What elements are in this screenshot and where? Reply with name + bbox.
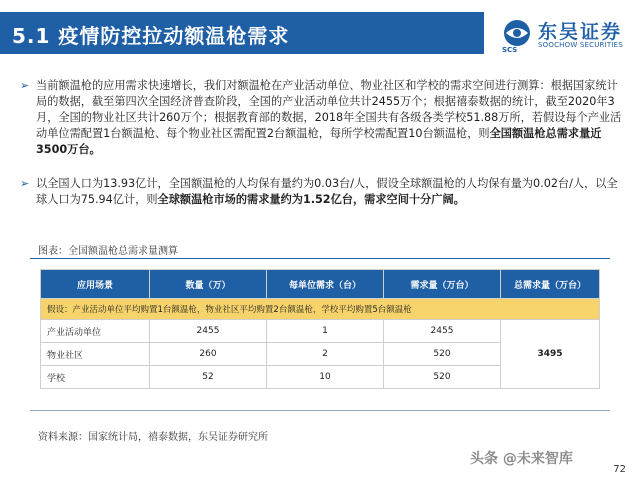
figure-caption: 图表：全国额温枪总需求量测算 bbox=[38, 246, 178, 257]
source-note: 资料来源：国家统计局，禧泰数据，东吴证券研究所 bbox=[38, 432, 268, 443]
table-cell: 2455 bbox=[150, 320, 267, 343]
table-cell: 260 bbox=[150, 343, 267, 366]
page-title: 5.1 疫情防控拉动额温枪需求 bbox=[12, 24, 290, 48]
title-bar bbox=[0, 12, 640, 54]
logo-mark-text: SCS bbox=[502, 46, 518, 54]
assumption-row bbox=[41, 299, 600, 320]
watermark bbox=[470, 448, 573, 468]
bullet-arrow-icon: ➢ bbox=[20, 79, 30, 92]
logo-mark-icon bbox=[500, 18, 534, 48]
demand-table bbox=[40, 269, 600, 389]
table-cell: 1 bbox=[267, 320, 384, 343]
bullet-text-2: 以全国人口为13.93亿计，全国额温枪的人均保有量约为0.03台/人，假设全球额温枪的人均保有量为0.02台/人，以全球人口为75.94亿计，则 bbox=[36, 177, 618, 206]
logo-name-cn: 东吴证券 bbox=[538, 21, 623, 43]
table-header-row bbox=[41, 270, 600, 299]
table-header: 应用场景 bbox=[41, 270, 150, 299]
table-cell: 52 bbox=[150, 366, 267, 389]
page-number: 72 bbox=[613, 464, 626, 475]
watermark-text: 头条 @未来智库 bbox=[470, 451, 573, 467]
bullet-text-1: 当前额温枪的应用需求快速增长，我们对额温枪在产业活动单位、物业社区和学校的需求空间进行测算：根据国家统计局的数据，截至第四次全国经济普查阶段，全国的产业活动单位共计2455万个；根据禧泰数据的统计，截至2020年3月，全国的物业社区共计260万个；根据教育部的数据，2018年全国共有各级各类学校51.88万所，若假设每个产业活动单位需配置1台额温枪、每个物业社区需配置2台额温枪，每所学校需配置10台额温枪，则 bbox=[36, 79, 622, 140]
figure-top-divider bbox=[30, 258, 610, 259]
table-cell: 物业社区 bbox=[41, 343, 150, 366]
company-logo bbox=[500, 16, 636, 54]
table-header: 需求量（万台） bbox=[384, 270, 501, 299]
table-cell: 学校 bbox=[41, 366, 150, 389]
table-cell: 2455 bbox=[384, 320, 501, 343]
title-background bbox=[0, 12, 484, 54]
bullet-paragraph-2 bbox=[20, 176, 626, 208]
table-cell: 2 bbox=[267, 343, 384, 366]
table-header: 数量（万） bbox=[150, 270, 267, 299]
table-header: 每单位需求（台） bbox=[267, 270, 384, 299]
bullet-bold-1: 全国额温枪总需求量近3500万台。 bbox=[36, 127, 602, 156]
bullet-bold-2: 全球额温枪市场的需求量约为1.52亿台，需求空间十分广阔。 bbox=[157, 193, 465, 206]
table-cell: 产业活动单位 bbox=[41, 320, 150, 343]
table-cell: 520 bbox=[384, 343, 501, 366]
logo-name-en: SOOCHOW SECURITIES bbox=[538, 41, 623, 49]
bullet-paragraph-1 bbox=[20, 78, 626, 158]
table-row bbox=[41, 320, 600, 343]
table-cell: 10 bbox=[267, 366, 384, 389]
assumption-cell: 假设：产业活动单位平均购置1台额温枪，物业社区平均购置2台额温枪，学校平均购置5台额温枪 bbox=[41, 299, 600, 320]
table-header: 总需求量（万台） bbox=[501, 270, 600, 299]
total-demand-cell: 3495 bbox=[501, 320, 600, 389]
bullet-arrow-icon: ➢ bbox=[20, 177, 30, 190]
table-cell: 520 bbox=[384, 366, 501, 389]
figure-bottom-divider bbox=[30, 410, 610, 411]
